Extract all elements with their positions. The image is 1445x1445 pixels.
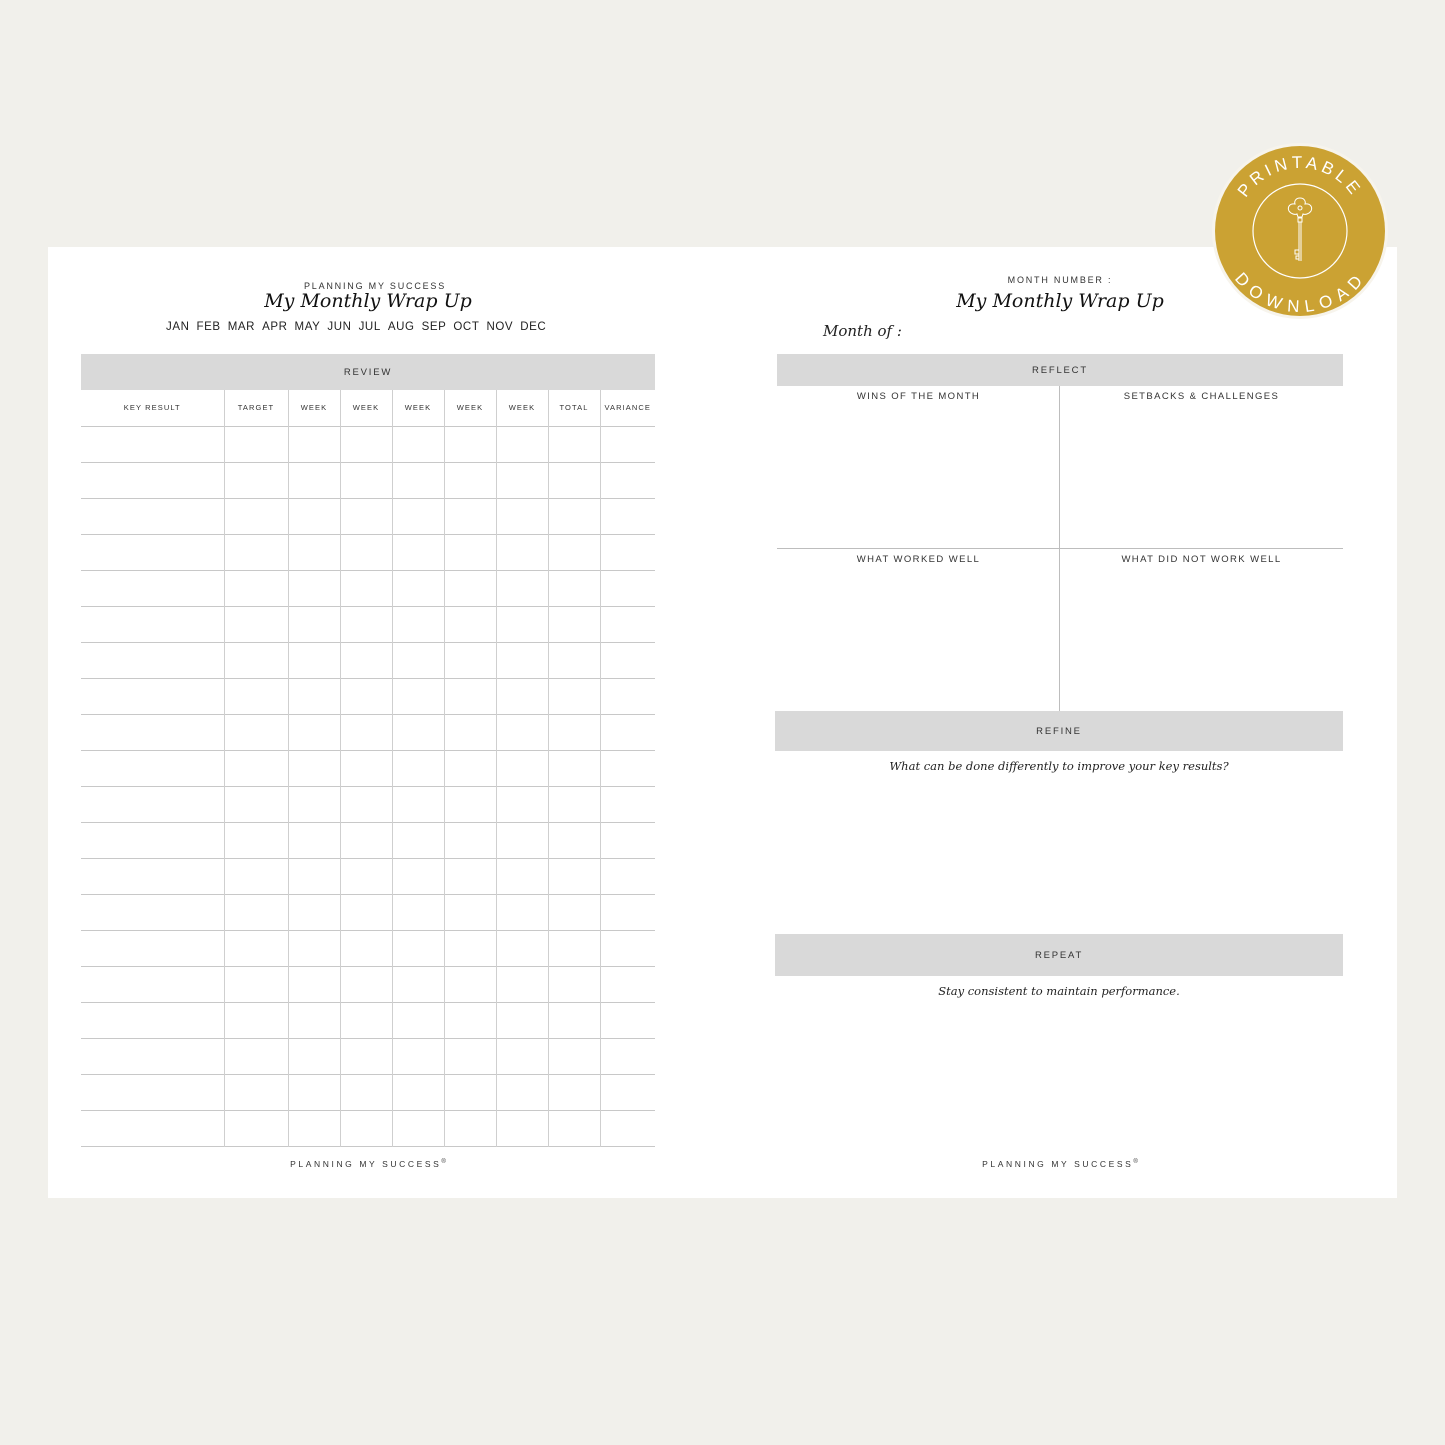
table-cell[interactable] xyxy=(340,1002,392,1038)
table-cell[interactable] xyxy=(444,606,496,642)
table-cell[interactable] xyxy=(548,858,600,894)
table-cell[interactable] xyxy=(496,606,548,642)
not-worked-label: WHAT DID NOT WORK WELL xyxy=(1121,554,1282,565)
table-cell[interactable] xyxy=(444,966,496,1002)
table-cell[interactable] xyxy=(548,570,600,606)
badge-graphic xyxy=(1215,146,1385,316)
table-cell[interactable] xyxy=(81,534,224,570)
table-cell[interactable] xyxy=(548,930,600,966)
table-cell[interactable] xyxy=(81,858,224,894)
table-cell[interactable] xyxy=(288,570,340,606)
table-cell[interactable] xyxy=(81,894,224,930)
table-row xyxy=(81,570,655,606)
table-cell[interactable] xyxy=(340,786,392,822)
table-cell[interactable] xyxy=(288,606,340,642)
repeat-prompt: Stay consistent to maintain performance. xyxy=(938,984,1180,998)
table-cell[interactable] xyxy=(288,714,340,750)
table-row xyxy=(81,678,655,714)
table-cell[interactable] xyxy=(444,786,496,822)
table-cell[interactable] xyxy=(444,750,496,786)
table-cell[interactable] xyxy=(496,642,548,678)
table-cell[interactable] xyxy=(340,498,392,534)
table-cell[interactable] xyxy=(224,642,288,678)
quadrant-divider-vertical xyxy=(1059,386,1060,712)
col-key-result: KEY RESULT xyxy=(123,403,181,413)
month-option[interactable]: SEP xyxy=(421,321,447,333)
table-cell[interactable] xyxy=(340,966,392,1002)
table-cell[interactable] xyxy=(600,822,655,858)
table-cell[interactable] xyxy=(392,822,444,858)
table-cell[interactable] xyxy=(340,822,392,858)
table-row xyxy=(81,426,655,462)
table-cell[interactable] xyxy=(444,642,496,678)
table-cell[interactable] xyxy=(496,1002,548,1038)
table-cell[interactable] xyxy=(496,894,548,930)
table-cell[interactable] xyxy=(81,570,224,606)
setbacks-writing-area[interactable] xyxy=(1061,405,1343,545)
table-cell[interactable] xyxy=(548,426,600,462)
table-row xyxy=(81,1110,655,1146)
table-cell[interactable] xyxy=(392,426,444,462)
table-cell[interactable] xyxy=(548,894,600,930)
table-cell[interactable] xyxy=(548,822,600,858)
table-cell[interactable] xyxy=(600,1038,655,1074)
table-cell[interactable] xyxy=(496,1038,548,1074)
table-cell[interactable] xyxy=(600,786,655,822)
svg-text:DOWNLOAD xyxy=(1231,269,1369,316)
table-cell[interactable] xyxy=(392,714,444,750)
month-option[interactable]: AUG xyxy=(387,321,415,333)
table-cell[interactable] xyxy=(224,1110,288,1146)
table-cell[interactable] xyxy=(392,1110,444,1146)
table-cell[interactable] xyxy=(224,714,288,750)
table-cell[interactable] xyxy=(81,786,224,822)
table-cell[interactable] xyxy=(340,606,392,642)
table-cell[interactable] xyxy=(288,498,340,534)
table-cell[interactable] xyxy=(81,822,224,858)
table-cell[interactable] xyxy=(548,966,600,1002)
table-cell[interactable] xyxy=(224,858,288,894)
table-cell[interactable] xyxy=(81,462,224,498)
table-cell[interactable] xyxy=(340,570,392,606)
quadrant-divider-horizontal xyxy=(777,548,1343,549)
table-cell[interactable] xyxy=(392,606,444,642)
month-number-label: MONTH NUMBER : xyxy=(1007,275,1113,285)
table-cell[interactable] xyxy=(600,426,655,462)
table-cell[interactable] xyxy=(224,894,288,930)
table-cell[interactable] xyxy=(288,534,340,570)
table-row xyxy=(81,1002,655,1038)
table-row xyxy=(81,714,655,750)
table-cell[interactable] xyxy=(288,1074,340,1110)
table-cell[interactable] xyxy=(392,966,444,1002)
table-cell[interactable] xyxy=(288,930,340,966)
table-cell[interactable] xyxy=(288,750,340,786)
table-cell[interactable] xyxy=(81,498,224,534)
table-cell[interactable] xyxy=(600,678,655,714)
right-footer xyxy=(775,1159,1345,1169)
table-cell[interactable] xyxy=(340,426,392,462)
table-cell[interactable] xyxy=(600,462,655,498)
table-cell[interactable] xyxy=(600,1002,655,1038)
month-option[interactable]: MAY xyxy=(294,321,321,333)
col-total: TOTAL xyxy=(548,390,600,426)
table-cell[interactable] xyxy=(340,534,392,570)
table-cell[interactable] xyxy=(288,822,340,858)
table-cell[interactable] xyxy=(288,426,340,462)
table-cell[interactable] xyxy=(224,930,288,966)
table-cell[interactable] xyxy=(496,462,548,498)
table-cell[interactable] xyxy=(548,678,600,714)
table-cell[interactable] xyxy=(392,1002,444,1038)
table-cell[interactable] xyxy=(496,426,548,462)
table-cell[interactable] xyxy=(496,1110,548,1146)
table-row xyxy=(81,534,655,570)
table-cell[interactable] xyxy=(392,534,444,570)
table-cell[interactable] xyxy=(81,678,224,714)
table-cell[interactable] xyxy=(392,750,444,786)
table-cell[interactable] xyxy=(392,498,444,534)
table-cell[interactable] xyxy=(224,1038,288,1074)
refine-header: REFINE xyxy=(775,711,1343,751)
table-cell[interactable] xyxy=(224,426,288,462)
left-page-title: My Monthly Wrap Up xyxy=(264,290,472,312)
table-cell[interactable] xyxy=(548,606,600,642)
table-cell[interactable] xyxy=(288,1002,340,1038)
table-cell[interactable] xyxy=(600,894,655,930)
month-of-label: Month of : xyxy=(823,322,902,340)
repeat-writing-area[interactable] xyxy=(775,1005,1343,1145)
col-week: WEEK xyxy=(340,390,392,426)
table-cell[interactable] xyxy=(340,894,392,930)
table-cell[interactable] xyxy=(548,534,600,570)
table-cell[interactable] xyxy=(340,714,392,750)
table-cell[interactable] xyxy=(224,786,288,822)
table-cell[interactable] xyxy=(444,1038,496,1074)
badge-text-bottom: DOWNLOAD xyxy=(1231,268,1369,316)
table-cell[interactable] xyxy=(224,750,288,786)
table-row xyxy=(81,786,655,822)
month-option[interactable]: APR xyxy=(262,321,288,333)
month-option[interactable]: OCT xyxy=(453,321,480,333)
table-cell[interactable] xyxy=(340,462,392,498)
col-week: WEEK xyxy=(392,390,444,426)
table-cell[interactable] xyxy=(496,570,548,606)
table-cell[interactable] xyxy=(340,1110,392,1146)
badge-text-top: PRINTABLE xyxy=(1233,152,1367,201)
table-cell[interactable] xyxy=(548,498,600,534)
repeat-header: REPEAT xyxy=(775,934,1343,976)
table-cell[interactable] xyxy=(496,678,548,714)
table-cell[interactable] xyxy=(224,822,288,858)
month-option[interactable]: JAN xyxy=(166,321,190,333)
table-cell[interactable] xyxy=(600,534,655,570)
table-cell[interactable] xyxy=(548,1110,600,1146)
footer-text: PLANNING MY SUCCESS xyxy=(290,1159,442,1169)
table-cell[interactable] xyxy=(444,462,496,498)
table-cell[interactable] xyxy=(600,498,655,534)
table-cell[interactable] xyxy=(224,534,288,570)
left-footer xyxy=(81,1159,655,1169)
table-cell[interactable] xyxy=(600,1110,655,1146)
col-variance: VARIANCE xyxy=(600,390,655,426)
table-cell[interactable] xyxy=(444,426,496,462)
month-option[interactable]: JUN xyxy=(327,321,352,333)
table-cell[interactable] xyxy=(444,714,496,750)
left-eyebrow: PLANNING MY SUCCESS xyxy=(303,281,447,291)
printable-download-badge xyxy=(1215,146,1385,316)
key-icon xyxy=(1288,198,1311,261)
table-cell[interactable] xyxy=(444,1002,496,1038)
table-header-row xyxy=(81,390,655,426)
col-week: WEEK xyxy=(496,390,548,426)
right-page-title: My Monthly Wrap Up xyxy=(956,290,1164,312)
table-cell[interactable] xyxy=(81,966,224,1002)
table-cell[interactable] xyxy=(392,678,444,714)
col-week: WEEK xyxy=(444,390,496,426)
refine-writing-area[interactable] xyxy=(775,780,1343,925)
table-cell[interactable] xyxy=(288,858,340,894)
table-cell[interactable] xyxy=(81,426,224,462)
table-row xyxy=(81,462,655,498)
table-cell[interactable] xyxy=(224,966,288,1002)
table-row xyxy=(81,894,655,930)
table-cell[interactable] xyxy=(496,966,548,1002)
table-cell[interactable] xyxy=(548,1002,600,1038)
not-worked-writing-area[interactable] xyxy=(1061,568,1343,708)
table-cell[interactable] xyxy=(288,966,340,1002)
table-cell[interactable] xyxy=(288,894,340,930)
table-cell[interactable] xyxy=(288,786,340,822)
table-cell[interactable] xyxy=(224,606,288,642)
table-cell[interactable] xyxy=(392,570,444,606)
table-cell[interactable] xyxy=(224,570,288,606)
table-row xyxy=(81,498,655,534)
table-cell[interactable] xyxy=(81,1038,224,1074)
table-cell[interactable] xyxy=(288,1110,340,1146)
table-cell[interactable] xyxy=(81,1002,224,1038)
month-selector xyxy=(166,321,546,333)
table-cell[interactable] xyxy=(224,1074,288,1110)
key-results-table xyxy=(81,390,655,1147)
table-cell[interactable] xyxy=(392,642,444,678)
month-option[interactable]: MAR xyxy=(227,321,256,333)
table-cell[interactable] xyxy=(496,858,548,894)
table-cell[interactable] xyxy=(444,1110,496,1146)
table-cell[interactable] xyxy=(444,822,496,858)
table-cell[interactable] xyxy=(600,930,655,966)
table-cell[interactable] xyxy=(600,966,655,1002)
table-cell[interactable] xyxy=(81,1110,224,1146)
table-cell[interactable] xyxy=(392,1074,444,1110)
worked-well-label: WHAT WORKED WELL xyxy=(856,554,981,565)
table-cell[interactable] xyxy=(224,1002,288,1038)
table-cell[interactable] xyxy=(288,678,340,714)
table-cell[interactable] xyxy=(548,642,600,678)
worked-well-writing-area[interactable] xyxy=(777,568,1059,708)
month-option[interactable]: NOV xyxy=(486,321,514,333)
table-cell[interactable] xyxy=(288,462,340,498)
table-row xyxy=(81,750,655,786)
table-cell[interactable] xyxy=(81,606,224,642)
table-cell[interactable] xyxy=(340,750,392,786)
month-option[interactable]: JUL xyxy=(358,321,381,333)
table-cell[interactable] xyxy=(224,462,288,498)
table-cell[interactable] xyxy=(340,1074,392,1110)
table-row xyxy=(81,606,655,642)
table-row xyxy=(81,966,655,1002)
table-cell[interactable] xyxy=(548,750,600,786)
table-cell[interactable] xyxy=(81,642,224,678)
table-cell[interactable] xyxy=(548,786,600,822)
table-cell[interactable] xyxy=(392,894,444,930)
table-cell[interactable] xyxy=(340,678,392,714)
col-target: TARGET xyxy=(224,390,288,426)
table-cell[interactable] xyxy=(392,858,444,894)
month-option[interactable]: DEC xyxy=(520,321,547,333)
table-cell[interactable] xyxy=(288,642,340,678)
svg-text:PRINTABLE xyxy=(1234,153,1366,201)
table-cell[interactable] xyxy=(548,714,600,750)
table-cell[interactable] xyxy=(548,462,600,498)
table-row xyxy=(81,930,655,966)
table-cell[interactable] xyxy=(496,822,548,858)
wins-writing-area[interactable] xyxy=(777,405,1059,545)
table-cell[interactable] xyxy=(496,498,548,534)
col-week: WEEK xyxy=(288,390,340,426)
table-body xyxy=(81,426,655,1146)
table-cell[interactable] xyxy=(600,606,655,642)
review-header: REVIEW xyxy=(81,354,655,390)
table-cell[interactable] xyxy=(340,642,392,678)
table-cell[interactable] xyxy=(444,678,496,714)
table-cell[interactable] xyxy=(496,750,548,786)
refine-prompt: What can be done differently to improve your key results? xyxy=(889,759,1229,773)
table-cell[interactable] xyxy=(81,750,224,786)
wins-label: WINS OF THE MONTH xyxy=(856,391,981,402)
table-cell[interactable] xyxy=(496,930,548,966)
table-cell[interactable] xyxy=(392,930,444,966)
table-cell[interactable] xyxy=(288,1038,340,1074)
table-cell[interactable] xyxy=(444,498,496,534)
registered-mark: ® xyxy=(441,1159,446,1166)
table-cell[interactable] xyxy=(600,714,655,750)
table-cell[interactable] xyxy=(548,1074,600,1110)
table-cell[interactable] xyxy=(392,1038,444,1074)
table-cell[interactable] xyxy=(600,858,655,894)
table-cell[interactable] xyxy=(444,894,496,930)
table-cell[interactable] xyxy=(392,462,444,498)
table-row xyxy=(81,1074,655,1110)
registered-mark: ® xyxy=(1133,1159,1138,1166)
table-cell[interactable] xyxy=(224,498,288,534)
table-cell[interactable] xyxy=(496,786,548,822)
table-cell[interactable] xyxy=(600,1074,655,1110)
table-cell[interactable] xyxy=(444,1074,496,1110)
table-cell[interactable] xyxy=(444,570,496,606)
table-row xyxy=(81,1038,655,1074)
table-cell[interactable] xyxy=(340,858,392,894)
table-cell[interactable] xyxy=(444,858,496,894)
table-row xyxy=(81,822,655,858)
month-option[interactable]: FEB xyxy=(196,321,221,333)
reflect-header: REFLECT xyxy=(777,354,1343,386)
table-cell[interactable] xyxy=(496,534,548,570)
table-cell[interactable] xyxy=(548,1038,600,1074)
table-cell[interactable] xyxy=(496,714,548,750)
table-cell[interactable] xyxy=(81,714,224,750)
setbacks-label: SETBACKS & CHALLENGES xyxy=(1123,391,1280,402)
table-cell[interactable] xyxy=(600,750,655,786)
table-cell[interactable] xyxy=(340,1038,392,1074)
table-cell[interactable] xyxy=(81,1074,224,1110)
table-row xyxy=(81,858,655,894)
table-cell[interactable] xyxy=(444,534,496,570)
footer-text: PLANNING MY SUCCESS xyxy=(982,1159,1134,1169)
table-cell[interactable] xyxy=(340,930,392,966)
table-cell[interactable] xyxy=(444,930,496,966)
table-cell[interactable] xyxy=(600,642,655,678)
table-cell[interactable] xyxy=(496,1074,548,1110)
table-cell[interactable] xyxy=(81,930,224,966)
table-row xyxy=(81,642,655,678)
table-cell[interactable] xyxy=(600,570,655,606)
table-cell[interactable] xyxy=(392,786,444,822)
table-cell[interactable] xyxy=(224,678,288,714)
